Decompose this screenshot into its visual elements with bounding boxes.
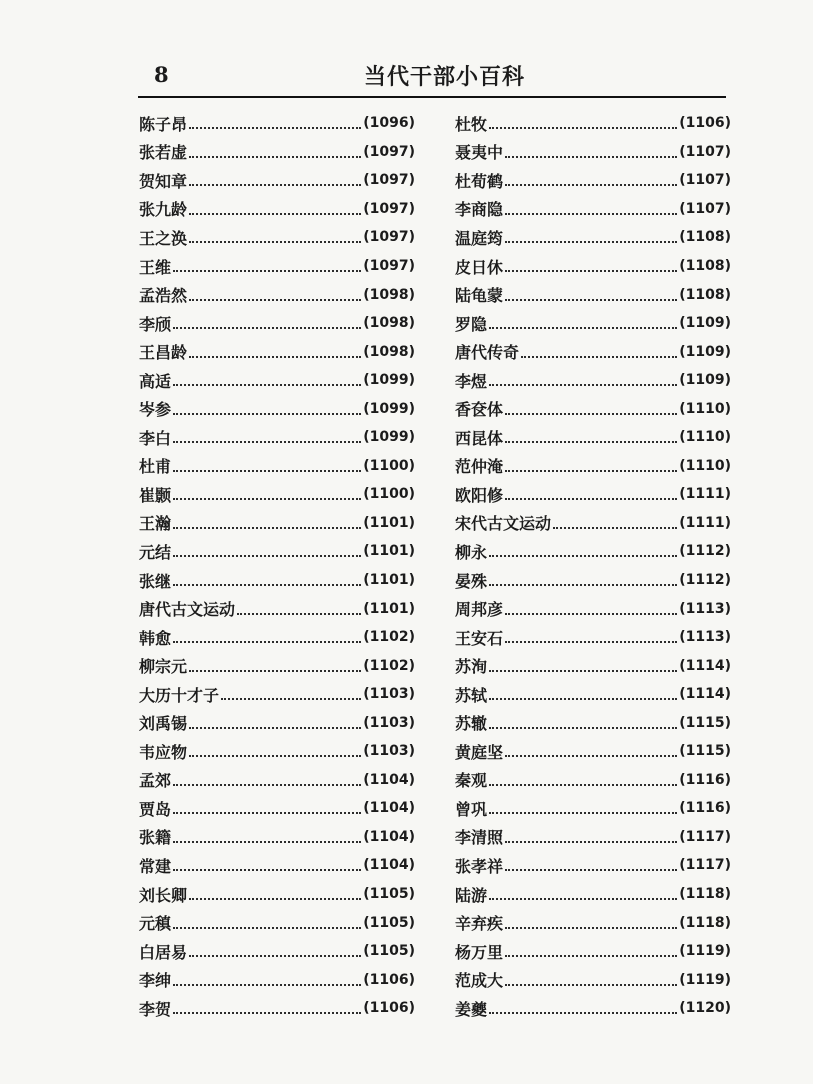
toc-entry — [455, 280, 731, 309]
entry-name: 李绅 — [139, 971, 172, 991]
entry-page-number: (1120) — [679, 1000, 731, 1017]
dot-leader — [553, 527, 677, 529]
entry-page-number: (1105) — [363, 914, 415, 931]
toc-entry — [139, 337, 415, 366]
toc-entry — [455, 737, 731, 766]
entry-name: 苏洵 — [455, 657, 488, 677]
entry-name: 范仲淹 — [455, 457, 504, 477]
entry-name: 张孝祥 — [455, 856, 504, 876]
entry-name: 元结 — [139, 542, 172, 562]
dot-leader — [489, 327, 677, 329]
entry-page-number: (1098) — [363, 286, 415, 303]
entry-page-number: (1109) — [679, 343, 731, 360]
entry-page-number: (1102) — [363, 629, 415, 646]
entry-name: 曾巩 — [455, 799, 488, 819]
toc-entry — [139, 537, 415, 566]
dot-leader — [173, 927, 361, 929]
header-rule — [138, 96, 726, 98]
entry-page-number: (1103) — [363, 714, 415, 731]
toc-entry — [455, 452, 731, 481]
dot-leader — [173, 470, 361, 472]
toc-entry — [139, 452, 415, 481]
entry-name: 贾岛 — [139, 799, 172, 819]
toc-right-column — [455, 109, 731, 1023]
entry-page-number: (1119) — [679, 943, 731, 960]
toc-entry — [139, 366, 415, 395]
toc-entry — [455, 651, 731, 680]
entry-name: 孟郊 — [139, 771, 172, 791]
toc-entry — [139, 880, 415, 909]
dot-leader — [489, 698, 677, 700]
dot-leader — [237, 613, 361, 615]
entry-page-number: (1105) — [363, 886, 415, 903]
entry-page-number: (1115) — [679, 714, 731, 731]
dot-leader — [505, 156, 677, 158]
entry-page-number: (1112) — [679, 572, 731, 589]
entry-name: 周邦彦 — [455, 600, 504, 620]
entry-page-number: (1113) — [679, 629, 731, 646]
entry-page-number: (1108) — [679, 286, 731, 303]
dot-leader — [173, 441, 361, 443]
dot-leader — [505, 869, 677, 871]
entry-page-number: (1108) — [679, 229, 731, 246]
toc-left-column — [139, 109, 415, 1023]
entry-page-number: (1112) — [679, 543, 731, 560]
dot-leader — [489, 727, 677, 729]
entry-page-number: (1104) — [363, 828, 415, 845]
toc-entry — [139, 594, 415, 623]
toc-entry — [455, 994, 731, 1023]
entry-name: 罗隐 — [455, 314, 488, 334]
toc-entry — [139, 965, 415, 994]
toc-entry — [455, 965, 731, 994]
entry-page-number: (1118) — [679, 914, 731, 931]
toc-entry — [139, 195, 415, 224]
entry-name: 宋代古文运动 — [455, 514, 552, 534]
toc-entry — [455, 766, 731, 795]
toc-entry — [139, 509, 415, 538]
entry-page-number: (1114) — [679, 657, 731, 674]
entry-page-number: (1101) — [363, 543, 415, 560]
entry-page-number: (1097) — [363, 143, 415, 160]
toc-entry — [455, 166, 731, 195]
toc-entry — [455, 823, 731, 852]
toc-entry — [455, 908, 731, 937]
toc-entry — [455, 423, 731, 452]
toc-entry — [455, 109, 731, 138]
entry-page-number: (1101) — [363, 600, 415, 617]
entry-page-number: (1119) — [679, 971, 731, 988]
entry-page-number: (1097) — [363, 258, 415, 274]
toc-entry — [455, 708, 731, 737]
entry-page-number: (1108) — [679, 258, 731, 274]
toc-entry — [139, 994, 415, 1023]
dot-leader — [489, 1012, 677, 1014]
toc-entry — [139, 166, 415, 195]
entry-name: 张籍 — [139, 828, 172, 848]
entry-page-number: (1096) — [363, 115, 415, 132]
entry-name: 姜夔 — [455, 999, 488, 1019]
dot-leader — [505, 755, 677, 757]
entry-name: 杜牧 — [455, 114, 488, 134]
entry-name: 陆游 — [455, 885, 488, 905]
entry-page-number: (1107) — [679, 200, 731, 217]
toc-entry — [455, 537, 731, 566]
entry-page-number: (1117) — [679, 828, 731, 845]
entry-page-number: (1115) — [679, 743, 731, 760]
dot-leader — [189, 727, 361, 729]
dot-leader — [189, 898, 361, 900]
entry-page-number: (1101) — [363, 514, 415, 531]
entry-page-number: (1103) — [363, 686, 415, 703]
toc-entry — [139, 680, 415, 709]
dot-leader — [489, 584, 677, 586]
entry-name: 孟浩然 — [139, 286, 188, 306]
dot-leader — [489, 384, 677, 386]
entry-page-number: (1099) — [363, 400, 415, 417]
dot-leader — [489, 555, 677, 557]
entry-name: 李煜 — [455, 371, 488, 391]
entry-name: 温庭筠 — [455, 228, 504, 248]
entry-name: 张若虚 — [139, 143, 188, 163]
entry-page-number: (1107) — [679, 172, 731, 189]
dot-leader — [173, 641, 361, 643]
entry-page-number: (1110) — [679, 429, 731, 446]
dot-leader — [521, 356, 677, 358]
toc-entry — [455, 594, 731, 623]
entry-page-number: (1097) — [363, 200, 415, 217]
toc-entry — [455, 509, 731, 538]
entry-name: 唐代古文运动 — [139, 600, 236, 620]
dot-leader — [489, 812, 677, 814]
dot-leader — [173, 555, 361, 557]
toc-entry — [139, 651, 415, 680]
entry-page-number: (1098) — [363, 343, 415, 360]
entry-page-number: (1113) — [679, 600, 731, 617]
entry-page-number: (1111) — [679, 486, 731, 503]
toc-entry — [455, 794, 731, 823]
dot-leader — [189, 156, 361, 158]
entry-page-number: (1114) — [679, 686, 731, 703]
entry-name: 贺知章 — [139, 171, 188, 191]
entry-page-number: (1104) — [363, 771, 415, 788]
toc-entry — [139, 109, 415, 138]
entry-name: 韩愈 — [139, 628, 172, 648]
toc-entry — [139, 394, 415, 423]
toc-entry — [139, 823, 415, 852]
entry-page-number: (1105) — [363, 943, 415, 960]
entry-page-number: (1098) — [363, 315, 415, 332]
toc-entry — [139, 309, 415, 338]
dot-leader — [173, 984, 361, 986]
toc-entry — [455, 195, 731, 224]
entry-name: 韦应物 — [139, 742, 188, 762]
entry-name: 柳宗元 — [139, 657, 188, 677]
page-header — [138, 58, 726, 92]
entry-name: 王维 — [139, 257, 172, 277]
entry-name: 唐代传奇 — [455, 343, 520, 363]
dot-leader — [189, 213, 361, 215]
toc-entry — [139, 480, 415, 509]
entry-page-number: (1097) — [363, 229, 415, 246]
entry-name: 李白 — [139, 428, 172, 448]
entry-page-number: (1117) — [679, 857, 731, 874]
entry-name: 岑参 — [139, 400, 172, 420]
dot-leader — [505, 413, 677, 415]
dot-leader — [489, 127, 677, 129]
toc-entry — [139, 252, 415, 281]
entry-page-number: (1099) — [363, 429, 415, 446]
toc-entry — [139, 280, 415, 309]
toc-entry — [139, 937, 415, 966]
entry-name: 王瀚 — [139, 514, 172, 534]
dot-leader — [221, 698, 361, 700]
entry-name: 张继 — [139, 571, 172, 591]
dot-leader — [489, 898, 677, 900]
toc-entry — [139, 766, 415, 795]
toc-entry — [455, 566, 731, 595]
entry-page-number: (1102) — [363, 657, 415, 674]
dot-leader — [505, 270, 677, 272]
entry-name: 陆龟蒙 — [455, 286, 504, 306]
entry-page-number: (1100) — [363, 457, 415, 474]
toc-entry — [455, 394, 731, 423]
entry-page-number: (1104) — [363, 857, 415, 874]
toc-entry — [139, 223, 415, 252]
entry-page-number: (1116) — [679, 800, 731, 817]
dot-leader — [189, 127, 361, 129]
entry-name: 范成大 — [455, 971, 504, 991]
dot-leader — [505, 470, 677, 472]
entry-page-number: (1103) — [363, 743, 415, 760]
entry-name: 王之涣 — [139, 228, 188, 248]
toc-entry — [139, 908, 415, 937]
entry-page-number: (1110) — [679, 457, 731, 474]
dot-leader — [189, 299, 361, 301]
toc-entry — [139, 708, 415, 737]
toc-entry — [455, 223, 731, 252]
dot-leader — [173, 869, 361, 871]
dot-leader — [489, 784, 677, 786]
entry-name: 杨万里 — [455, 942, 504, 962]
dot-leader — [489, 670, 677, 672]
entry-name: 元稹 — [139, 914, 172, 934]
entry-name: 大历十才子 — [139, 685, 220, 705]
entry-name: 聂夷中 — [455, 143, 504, 163]
dot-leader — [505, 927, 677, 929]
entry-name: 杜荀鹤 — [455, 171, 504, 191]
entry-name: 辛弃疾 — [455, 914, 504, 934]
entry-name: 李商隐 — [455, 200, 504, 220]
dot-leader — [189, 955, 361, 957]
dot-leader — [173, 841, 361, 843]
dot-leader — [505, 955, 677, 957]
toc-entry — [139, 566, 415, 595]
entry-page-number: (1107) — [679, 143, 731, 160]
entry-name: 刘长卿 — [139, 885, 188, 905]
toc-entry — [139, 737, 415, 766]
toc-entry — [139, 423, 415, 452]
entry-page-number: (1118) — [679, 886, 731, 903]
dot-leader — [173, 270, 361, 272]
toc-entry — [139, 138, 415, 167]
dot-leader — [173, 413, 361, 415]
dot-leader — [505, 299, 677, 301]
entry-page-number: (1106) — [363, 1000, 415, 1017]
dot-leader — [189, 670, 361, 672]
toc-entry — [139, 794, 415, 823]
toc-entry — [455, 880, 731, 909]
dot-leader — [505, 441, 677, 443]
dot-leader — [173, 784, 361, 786]
dot-leader — [173, 1012, 361, 1014]
entry-name: 苏辙 — [455, 714, 488, 734]
dot-leader — [173, 527, 361, 529]
dot-leader — [505, 241, 677, 243]
toc-entry — [455, 366, 731, 395]
toc-entry — [139, 851, 415, 880]
entry-name: 高适 — [139, 371, 172, 391]
entry-name: 常建 — [139, 856, 172, 876]
entry-name: 欧阳修 — [455, 485, 504, 505]
entry-name: 苏轼 — [455, 685, 488, 705]
dot-leader — [173, 498, 361, 500]
entry-page-number: (1100) — [363, 486, 415, 503]
entry-name: 西昆体 — [455, 428, 504, 448]
entry-name: 杜甫 — [139, 457, 172, 477]
entry-page-number: (1116) — [679, 771, 731, 788]
entry-page-number: (1106) — [363, 971, 415, 988]
entry-name: 皮日休 — [455, 257, 504, 277]
entry-name: 陈子昂 — [139, 114, 188, 134]
toc-entry — [455, 680, 731, 709]
entry-page-number: (1101) — [363, 572, 415, 589]
book-title: 当代干部小百科 — [364, 64, 526, 90]
dot-leader — [505, 841, 677, 843]
entry-name: 白居易 — [139, 942, 188, 962]
dot-leader — [189, 755, 361, 757]
dot-leader — [505, 613, 677, 615]
entry-page-number: (1097) — [363, 172, 415, 189]
dot-leader — [505, 641, 677, 643]
entry-name: 香奁体 — [455, 400, 504, 420]
entry-name: 柳永 — [455, 542, 488, 562]
dot-leader — [505, 213, 677, 215]
toc-entry — [455, 252, 731, 281]
entry-name: 崔颢 — [139, 485, 172, 505]
dot-leader — [505, 498, 677, 500]
entry-page-number: (1106) — [679, 115, 731, 132]
toc-entry — [455, 937, 731, 966]
dot-leader — [189, 356, 361, 358]
toc-entry — [455, 623, 731, 652]
dot-leader — [189, 184, 361, 186]
entry-page-number: (1109) — [679, 372, 731, 389]
entry-name: 晏殊 — [455, 571, 488, 591]
dot-leader — [173, 584, 361, 586]
entry-name: 王安石 — [455, 628, 504, 648]
entry-page-number: (1104) — [363, 800, 415, 817]
dot-leader — [189, 241, 361, 243]
dot-leader — [173, 384, 361, 386]
entry-name: 刘禹锡 — [139, 714, 188, 734]
toc-entry — [455, 480, 731, 509]
entry-page-number: (1110) — [679, 400, 731, 417]
dot-leader — [173, 327, 361, 329]
dot-leader — [505, 984, 677, 986]
entry-name: 黄庭坚 — [455, 742, 504, 762]
toc-entry — [139, 623, 415, 652]
dot-leader — [505, 184, 677, 186]
entry-name: 王昌龄 — [139, 343, 188, 363]
entry-page-number: (1111) — [679, 514, 731, 531]
toc-entry — [455, 138, 731, 167]
page-number: 8 — [154, 62, 169, 87]
entry-page-number: (1099) — [363, 372, 415, 389]
entry-name: 李清照 — [455, 828, 504, 848]
toc-entry — [455, 309, 731, 338]
entry-name: 秦观 — [455, 771, 488, 791]
entry-name: 李贺 — [139, 999, 172, 1019]
dot-leader — [173, 812, 361, 814]
toc-entry — [455, 851, 731, 880]
toc-entry — [455, 337, 731, 366]
entry-name: 张九龄 — [139, 200, 188, 220]
entry-page-number: (1109) — [679, 315, 731, 332]
entry-name: 李颀 — [139, 314, 172, 334]
